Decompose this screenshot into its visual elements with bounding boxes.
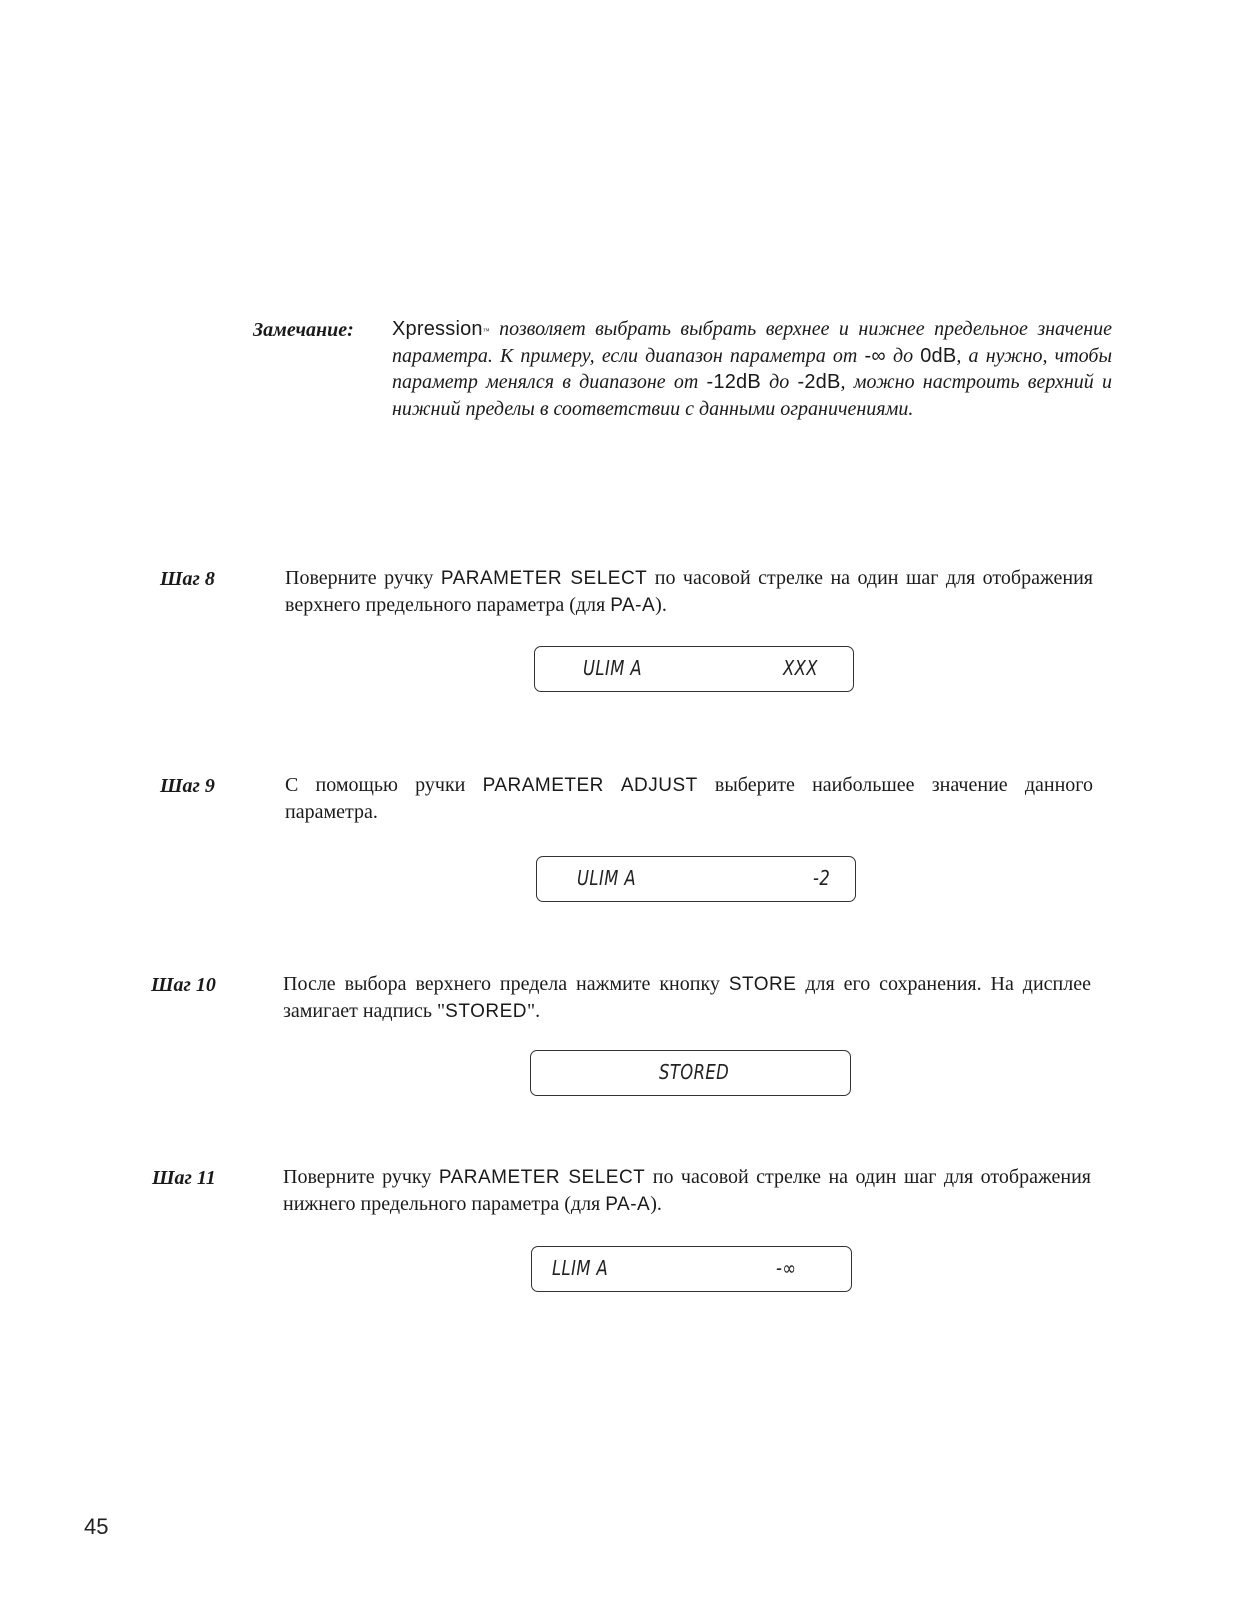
lcd-parameter-name: LLIM A <box>552 1256 609 1280</box>
lcd-parameter-value: XXX <box>783 656 818 680</box>
lcd-display-step-8 <box>534 646 854 692</box>
lcd-display-step-10 <box>530 1050 851 1096</box>
note-text: Xpression™ позволяет выбрать выбрать верхнее и нижнее предельное значение параметра. К примеру, если диапазон параметра от -∞ до 0dB, а нужно, чтобы параметр менялся в диапазоне от -12dB до -2dB, можно настроить верхний и нижний пределы в соответствии с данными ограничениями. <box>392 318 1113 420</box>
lcd-parameter-name: ULIM A <box>583 656 643 680</box>
step-text: С помощью ручки PARAMETER ADJUST выберите наибольшее значение данного параметра. <box>285 774 1093 823</box>
lcd-parameter-value: -2 <box>813 866 831 890</box>
lcd-parameter-value: -∞ <box>776 1256 797 1280</box>
lcd-parameter-name: ULIM A <box>577 866 637 890</box>
note-label: Замечание: <box>253 319 354 341</box>
step-label: Шаг 9 <box>160 775 215 797</box>
step-text: Поверните ручку PARAMETER SELECT по часовой стрелке на один шаг для отображения нижнего предельного параметра (для PA-A). <box>283 1166 1091 1215</box>
lcd-status-text: STORED <box>659 1060 730 1084</box>
step-label: Шаг 8 <box>160 568 215 590</box>
page-number: 45 <box>84 1514 109 1539</box>
step-text: Поверните ручку PARAMETER SELECT по часовой стрелке на один шаг для отображения верхнего предельного параметра (для PA-A). <box>285 567 1093 616</box>
brand-name: Xpression <box>392 318 483 340</box>
step-label: Шаг 10 <box>151 974 216 996</box>
lcd-display-step-11 <box>531 1246 852 1292</box>
trademark-symbol: ™ <box>482 327 490 335</box>
step-label: Шаг 11 <box>152 1167 216 1189</box>
lcd-display-step-9 <box>536 856 856 902</box>
step-text: После выбора верхнего предела нажмите кнопку STORE для его сохранения. На дисплее замигает надпись "STORED". <box>283 973 1091 1022</box>
